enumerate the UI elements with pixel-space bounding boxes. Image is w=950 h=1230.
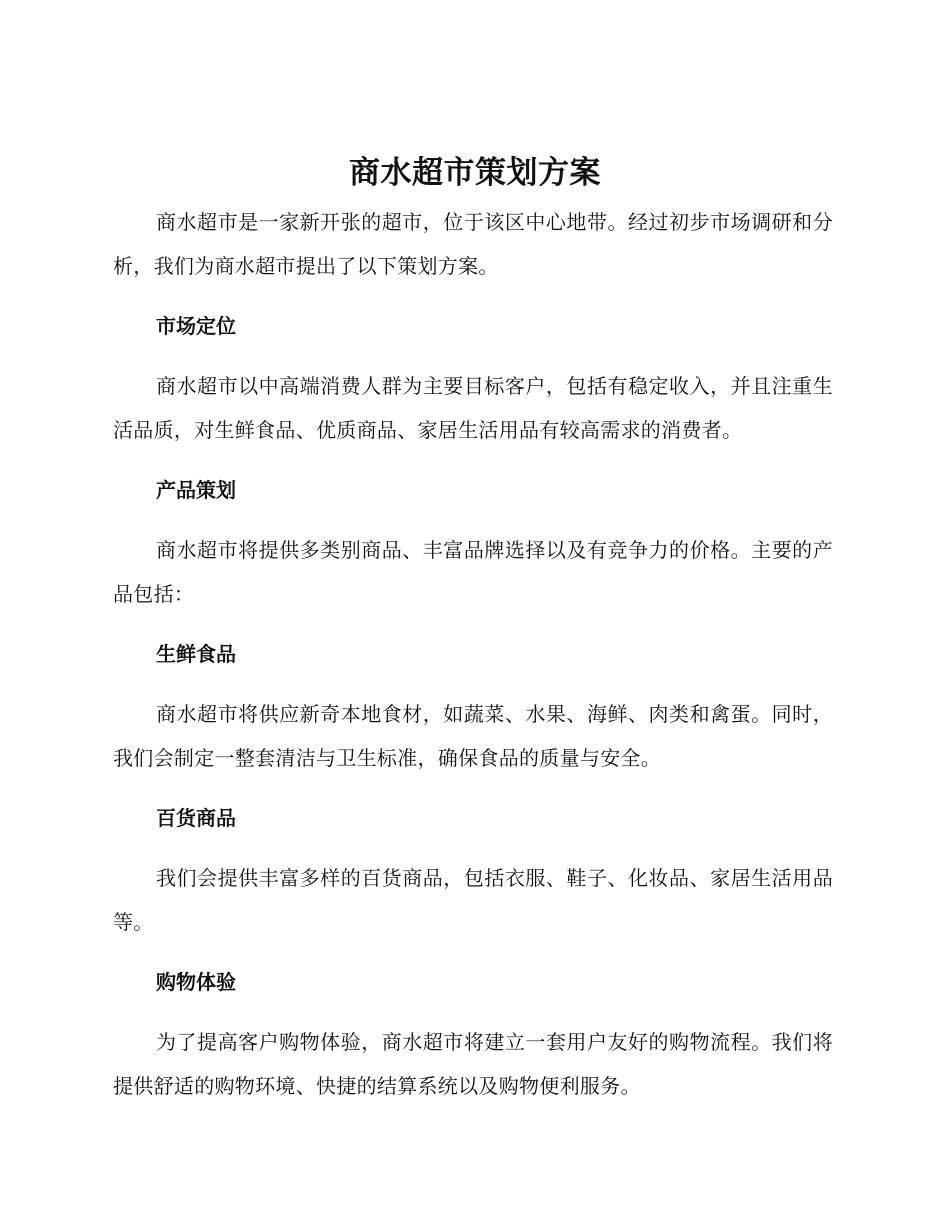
section-heading: 百货商品 — [156, 806, 236, 830]
section-fresh-food — [113, 632, 833, 796]
section-paragraph: 我们会提供丰富多样的百货商品，包括衣服、鞋子、化妆品、家居生活用品等。 — [113, 866, 833, 934]
section-paragraph: 商水超市将供应新奇本地食材，如蔬菜、水果、海鲜、肉类和禽蛋。同时，我们会制定一整套清洁与卫生标准，确保食品的质量与安全。 — [113, 702, 833, 770]
section-paragraph: 商水超市将提供多类别商品、丰富品牌选择以及有竞争力的价格。主要的产品包括： — [113, 538, 833, 606]
section-market-positioning — [113, 304, 833, 468]
section-heading: 生鲜食品 — [156, 642, 236, 666]
section-paragraph: 商水超市以中高端消费人群为主要目标客户，包括有稳定收入，并且注重生活品质，对生鲜食品、优质商品、家居生活用品有较高需求的消费者。 — [113, 374, 833, 442]
intro-paragraph: 商水超市是一家新开张的超市，位于该区中心地带。经过初步市场调研和分析，我们为商水超市提出了以下策划方案。 — [113, 210, 833, 278]
section-product-planning — [113, 468, 833, 632]
section-heading: 购物体验 — [156, 970, 236, 994]
section-general-merchandise — [113, 796, 833, 960]
document-body — [113, 200, 833, 1108]
section-heading: 产品策划 — [156, 478, 236, 502]
document-title: 商水超市策划方案 — [349, 155, 601, 191]
section-heading: 市场定位 — [156, 314, 236, 338]
section-shopping-experience — [113, 960, 833, 1108]
section-paragraph: 为了提高客户购物体验，商水超市将建立一套用户友好的购物流程。我们将提供舒适的购物环境、快捷的结算系统以及购物便利服务。 — [113, 1030, 833, 1098]
